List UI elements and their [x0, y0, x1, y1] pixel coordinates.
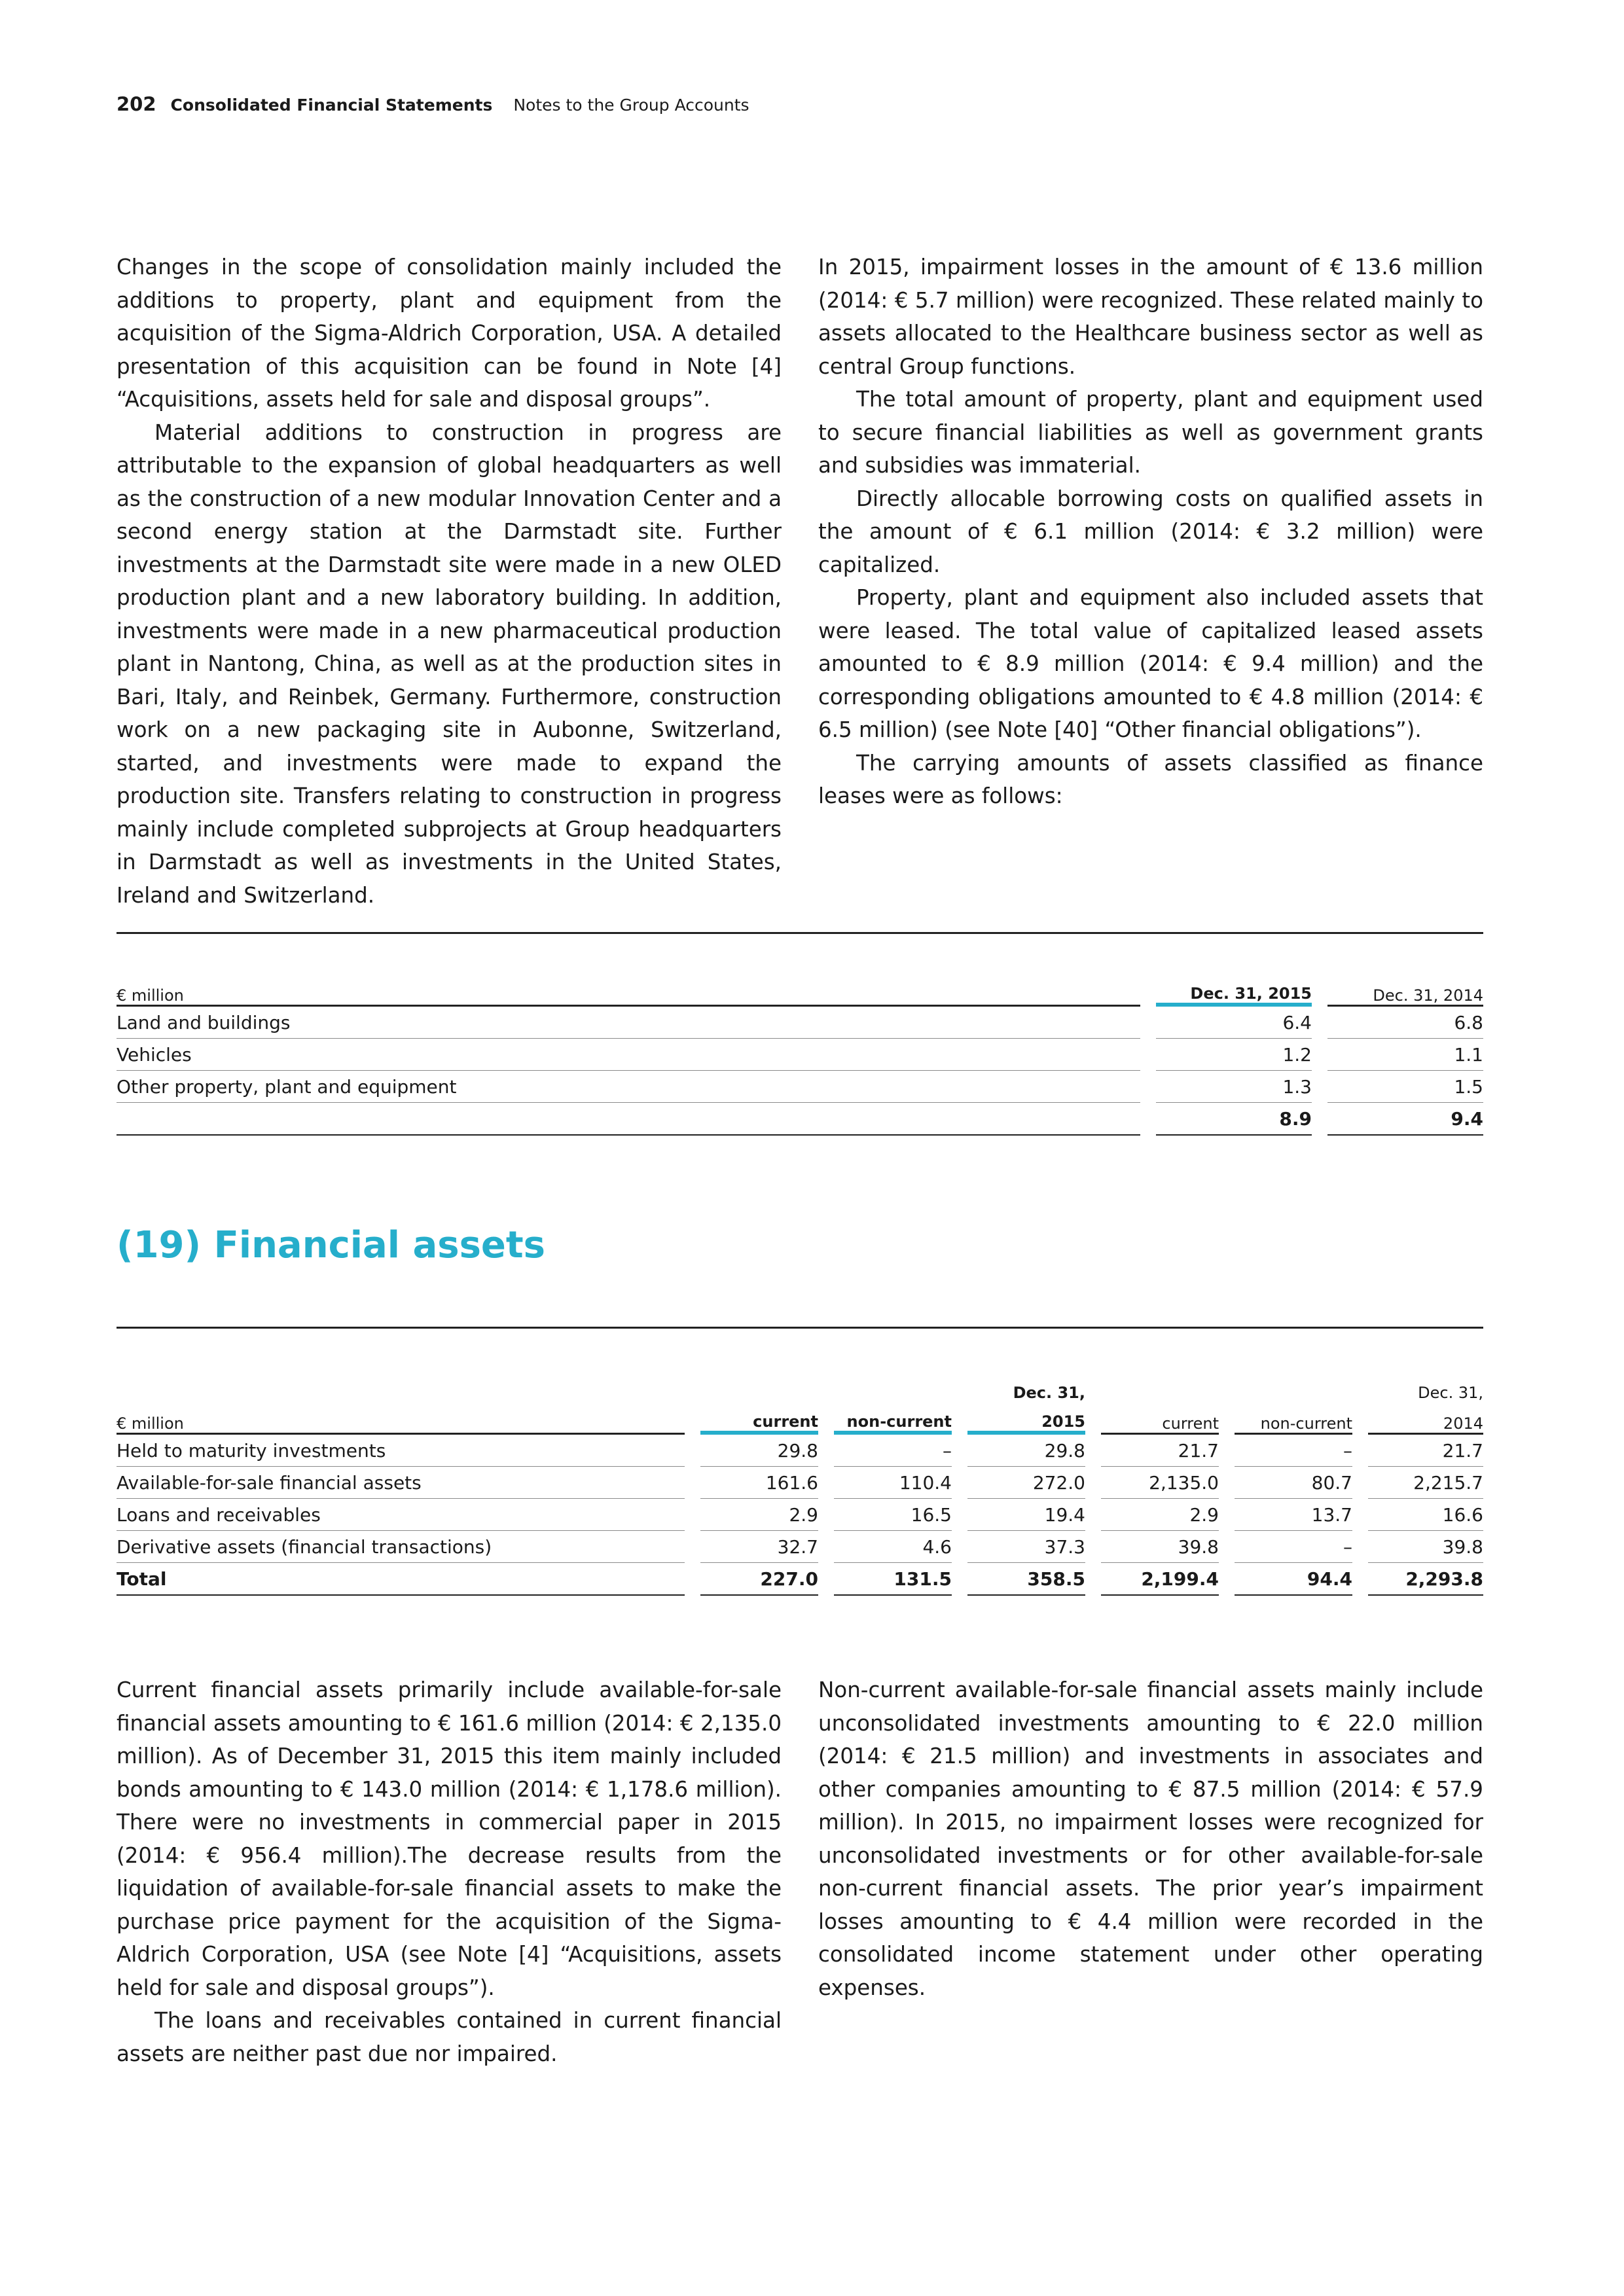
subsection-title: Notes to the Group Accounts	[513, 96, 749, 115]
row-label: Available-for-sale financial assets	[117, 1467, 685, 1499]
cell: 37.3	[967, 1531, 1085, 1563]
table-top-rule	[117, 1327, 1483, 1329]
section-title: Consolidated Financial Statements	[170, 96, 493, 115]
table-row	[117, 1467, 1483, 1499]
cell: 2,215.7	[1368, 1467, 1483, 1499]
column-header-total-2015: 2015	[967, 1402, 1085, 1435]
row-label: Other property, plant and equipment	[117, 1071, 1140, 1103]
cell: 13.7	[1235, 1499, 1352, 1531]
cell: 39.8	[1368, 1531, 1483, 1563]
section-heading: (19) Financial assets	[117, 1224, 545, 1266]
cell: 19.4	[967, 1499, 1085, 1531]
paragraph: Changes in the scope of consolidation mainly included the additions to property, plant and equipment from the acquisition of the Sigma-Aldrich Corporation, USA. A detailed presentation of this acquisition can be found in Note [4] “Acquisitions, assets held for sale and disposal groups”.	[117, 255, 782, 412]
cell-current: 6.4	[1156, 1007, 1312, 1039]
paragraph: Current financial assets primarily include available-for-sale financial assets amounting to € 161.6 million (2014: € 2,135.0 million). As of December 31, 2015 this item mainly included bonds amounting to € 143.0 million (2014: € 1,178.6 million). There were no investments in commercial paper in 2015 (2014: € 956.4 million).The decrease results from the liquidation of available-for-sale financial assets to make the purchase price payment for the acquisition of the Sigma-Aldrich Corporation, USA (see Note [4] “Acquisitions, assets held for sale and disposal groups”).	[117, 1677, 782, 2000]
table-header-row	[117, 975, 1483, 1007]
cell: 16.5	[834, 1499, 952, 1531]
group-header-2014: Dec. 31,	[1418, 1384, 1483, 1402]
cell: –	[834, 1435, 952, 1467]
text-column-top-left	[117, 251, 782, 912]
cell: 2,293.8	[1368, 1563, 1483, 1596]
cell: 39.8	[1101, 1531, 1219, 1563]
cell: 29.8	[700, 1435, 818, 1467]
table-header-row	[117, 1402, 1483, 1435]
table-header-row-group	[117, 1374, 1483, 1402]
financial-assets-table	[117, 1374, 1483, 1596]
cell-current: 8.9	[1156, 1103, 1312, 1136]
cell: 21.7	[1368, 1435, 1483, 1467]
text-column-bottom-right	[818, 1674, 1483, 2004]
cell: 272.0	[967, 1467, 1085, 1499]
cell: 358.5	[967, 1563, 1085, 1596]
paragraph: The loans and receivables contained in current financial assets are neither past due nor impaired.	[117, 2008, 782, 2066]
row-label: Derivative assets (financial transactions)	[117, 1531, 685, 1563]
finance-lease-table	[117, 975, 1483, 1136]
cell-prior: 1.1	[1327, 1039, 1483, 1071]
cell: 227.0	[700, 1563, 818, 1596]
cell: 2,135.0	[1101, 1467, 1219, 1499]
paragraph: Material additions to construction in progress are attributable to the expansion of global headquarters as well as the construction of a new modular Innovation Center and a second energy station at the Darmstadt site. Further investments at the Darmstadt site were made in a new OLED production plant and a new laboratory building. In addition, investments were made in a new pharmaceutical production plant in Nantong, China, as well as at the production sites in Bari, Italy, and Reinbek, Germany. Furthermore, construction work on a new packaging site in Aubonne, Switzerland, started, and investments were made to expand the production site. Transfers relating to construction in progress mainly include completed subprojects at Group headquarters in Darmstadt as well as investments in the United States, Ireland and Switzerland.	[117, 420, 782, 908]
cell: 110.4	[834, 1467, 952, 1499]
column-header-current: Dec. 31, 2015	[1156, 975, 1312, 1007]
table-total-row	[117, 1563, 1483, 1596]
cell: 131.5	[834, 1563, 952, 1596]
cell: 32.7	[700, 1531, 818, 1563]
cell-prior: 9.4	[1327, 1103, 1483, 1136]
paragraph: Directly allocable borrowing costs on qualified assets in the amount of € 6.1 million (2014: € 3.2 million) were capitalized.	[818, 486, 1483, 577]
page-number: 202	[117, 93, 156, 115]
text-column-bottom-left	[117, 1674, 782, 2070]
column-header-current-2015: current	[700, 1402, 818, 1435]
cell-prior: 6.8	[1327, 1007, 1483, 1039]
column-header-noncurrent-2014: non-current	[1235, 1402, 1352, 1435]
column-header-total-2014: 2014	[1368, 1402, 1483, 1435]
cell: 16.6	[1368, 1499, 1483, 1531]
unit-label: € million	[117, 975, 1140, 1007]
cell-prior: 1.5	[1327, 1071, 1483, 1103]
cell: –	[1235, 1435, 1352, 1467]
paragraph: In 2015, impairment losses in the amount of € 13.6 million (2014: € 5.7 million) were recognized. These related mainly to assets allocated to the Healthcare business sector as well as central Group functions.	[818, 255, 1483, 379]
table-row	[117, 1435, 1483, 1467]
row-label: Held to maturity investments	[117, 1435, 685, 1467]
unit-label: € million	[117, 1402, 685, 1435]
text-column-top-right	[818, 251, 1483, 813]
cell-current: 1.2	[1156, 1039, 1312, 1071]
group-header-2015: Dec. 31,	[1013, 1384, 1085, 1402]
cell: 4.6	[834, 1531, 952, 1563]
table-row	[117, 1039, 1483, 1071]
paragraph: Property, plant and equipment also included assets that were leased. The total value of capitalized leased assets amounted to € 8.9 million (2014: € 9.4 million) and the corresponding obligations amounted to € 4.8 million (2014: € 6.5 million) (see Note [40] “Other financial obligations”).	[818, 585, 1483, 742]
cell: 80.7	[1235, 1467, 1352, 1499]
table-top-rule	[117, 932, 1483, 934]
cell: 161.6	[700, 1467, 818, 1499]
page-header	[117, 93, 749, 115]
table-row	[117, 1071, 1483, 1103]
paragraph: The total amount of property, plant and equipment used to secure financial liabilities as well as government grants and subsidies was immaterial.	[818, 387, 1483, 478]
row-label: Land and buildings	[117, 1007, 1140, 1039]
cell: 21.7	[1101, 1435, 1219, 1467]
cell: 2.9	[700, 1499, 818, 1531]
cell: 94.4	[1235, 1563, 1352, 1596]
row-label: Vehicles	[117, 1039, 1140, 1071]
paragraph: Non-current available-for-sale financial assets mainly include unconsolidated investments amounting to € 22.0 million (2014: € 21.5 million) and investments in associates and other companies amounting to € 87.5 million (2014: € 57.9 million). In 2015, no impairment losses were recognized for unconsolidated investments or for other available-for-sale non-current financial assets. The prior year’s impairment losses amounting to € 4.4 million were recorded in the consolidated income statement under other operating expenses.	[818, 1677, 1483, 2000]
column-header-current-2014: current	[1101, 1402, 1219, 1435]
cell: –	[1235, 1531, 1352, 1563]
row-label	[117, 1103, 1140, 1136]
table-row	[117, 1531, 1483, 1563]
column-header-noncurrent-2015: non-current	[834, 1402, 952, 1435]
table-row	[117, 1007, 1483, 1039]
row-label: Total	[117, 1563, 685, 1596]
cell: 29.8	[967, 1435, 1085, 1467]
paragraph: The carrying amounts of assets classified as finance leases were as follows:	[818, 750, 1483, 808]
table-total-row	[117, 1103, 1483, 1136]
column-header-prior: Dec. 31, 2014	[1327, 975, 1483, 1007]
cell-current: 1.3	[1156, 1071, 1312, 1103]
table-row	[117, 1499, 1483, 1531]
cell: 2.9	[1101, 1499, 1219, 1531]
row-label: Loans and receivables	[117, 1499, 685, 1531]
cell: 2,199.4	[1101, 1563, 1219, 1596]
